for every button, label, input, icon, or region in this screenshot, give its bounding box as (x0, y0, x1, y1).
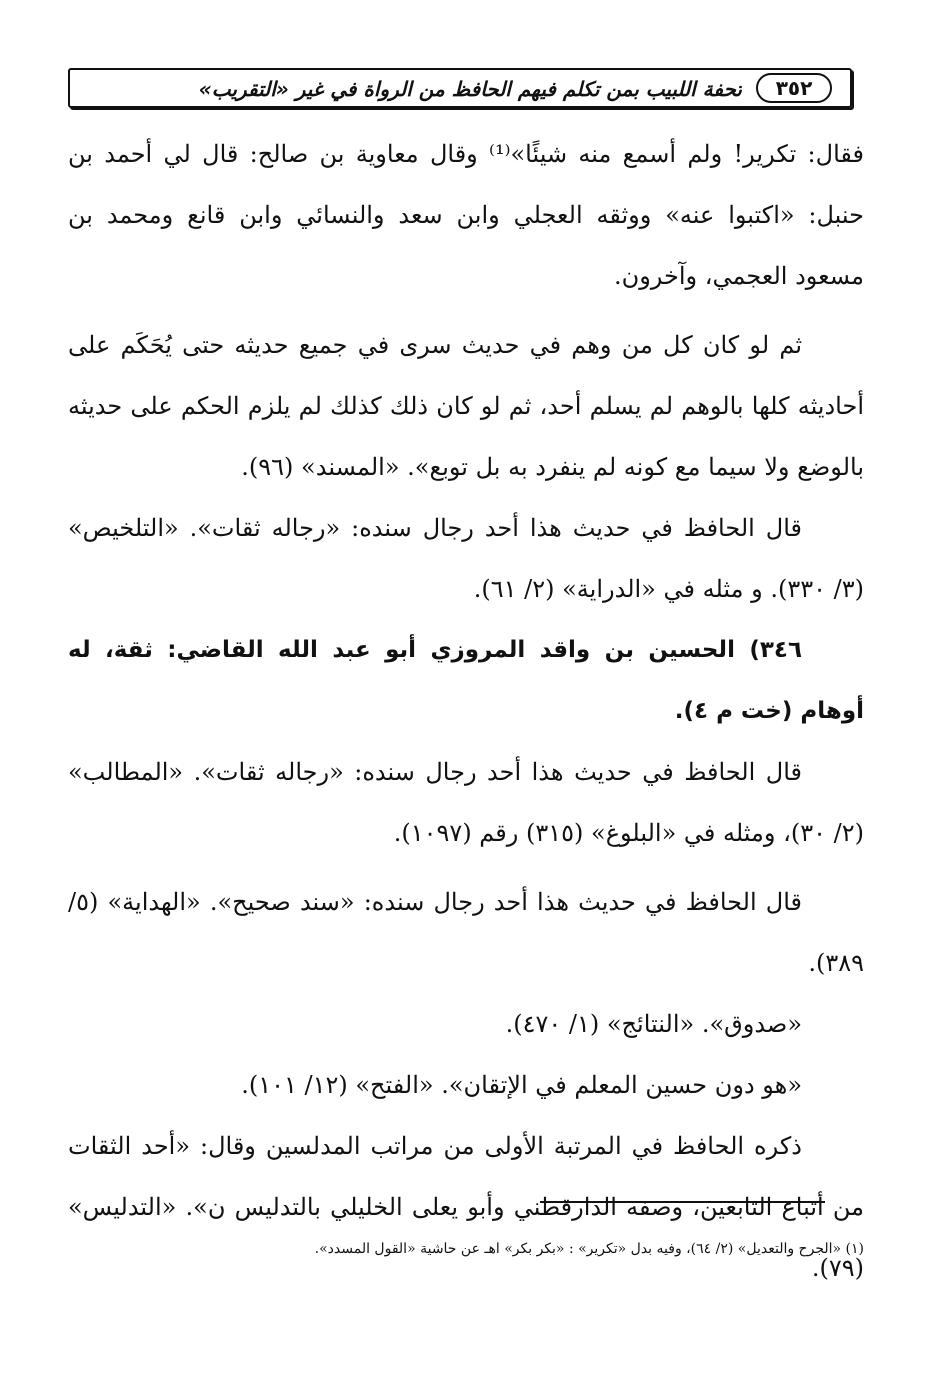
header-title: تحفة اللبيب بمن تكلم فيهم الحافظ من الرواة في غير «التقريب» (198, 77, 742, 101)
paragraph-3: قال الحافظ في حديث هذا أحد رجال سنده: «رجاله ثقات». «التلخيص» (٣/ ٣٣٠). و مثله في «الدراية» (٢/ ٦١). (68, 514, 864, 603)
footnote-divider (540, 1201, 825, 1203)
paragraph-7: «صدوق». «النتائج» (١/ ٤٧٠). (505, 1010, 802, 1038)
paragraph-6: قال الحافظ في حديث هذا أحد رجال سنده: «سند صحيح». «الهداية» (٥/ ٣٨٩). (68, 888, 864, 977)
body-text (68, 124, 864, 1299)
page-number: ٣٥٢ (756, 73, 832, 103)
paragraph-8: «هو دون حسين المعلم في الإتقان». «الفتح» (١٢/ ١٠١). (241, 1071, 802, 1099)
paragraph-2: ثم لو كان كل من وهم في حديث سرى في جميع حديثه حتى يُحَكَم على أحاديثه كلها بالوهم لم يسلم أحد، ثم لو كان ذلك كذلك لم يلزم الحكم على حديثه بالوضع ولا سيما مع كونه لم ينفرد به بل توبع». «المسند» (٩٦). (68, 331, 864, 481)
narrator-entry-346: ٣٤٦) الحسين بن واقد المروزي أبو عبد الله القاضي: ثقة، له أوهام (خت م ٤). (68, 637, 864, 724)
paragraph-9: ذكره الحافظ في المرتبة الأولى من مراتب المدلسين وقال: «أحد الثقات من أتباع التابعين، وصفه الدارقطني وأبو يعلى الخليلي بالتدليس ن». «التدليس» (٧٩). (68, 1132, 864, 1282)
running-header (68, 68, 852, 108)
paragraph-5: قال الحافظ في حديث هذا أحد رجال سنده: «رجاله ثقات». «المطالب» (٢/ ٣٠)، ومثله في «البلوغ» (٣١٥) رقم (١٠٩٧). (68, 758, 864, 847)
paragraph-1: فقال: تكرير! ولم أسمع منه شيئًا»⁽¹⁾ وقال معاوية بن صالح: قال لي أحمد بن حنبل: «اكتبوا عنه» ووثقه العجلي وابن سعد والنسائي وابن قانع ومحمد بن مسعود العجمي، وآخرون. (68, 140, 864, 290)
footnote: (١) «الجرح والتعديل» (٢/ ٦٤)، وفيه بدل «تكرير» : «بكر بكر» اهـ عن حاشية «القول المسدد». (314, 1241, 864, 1257)
